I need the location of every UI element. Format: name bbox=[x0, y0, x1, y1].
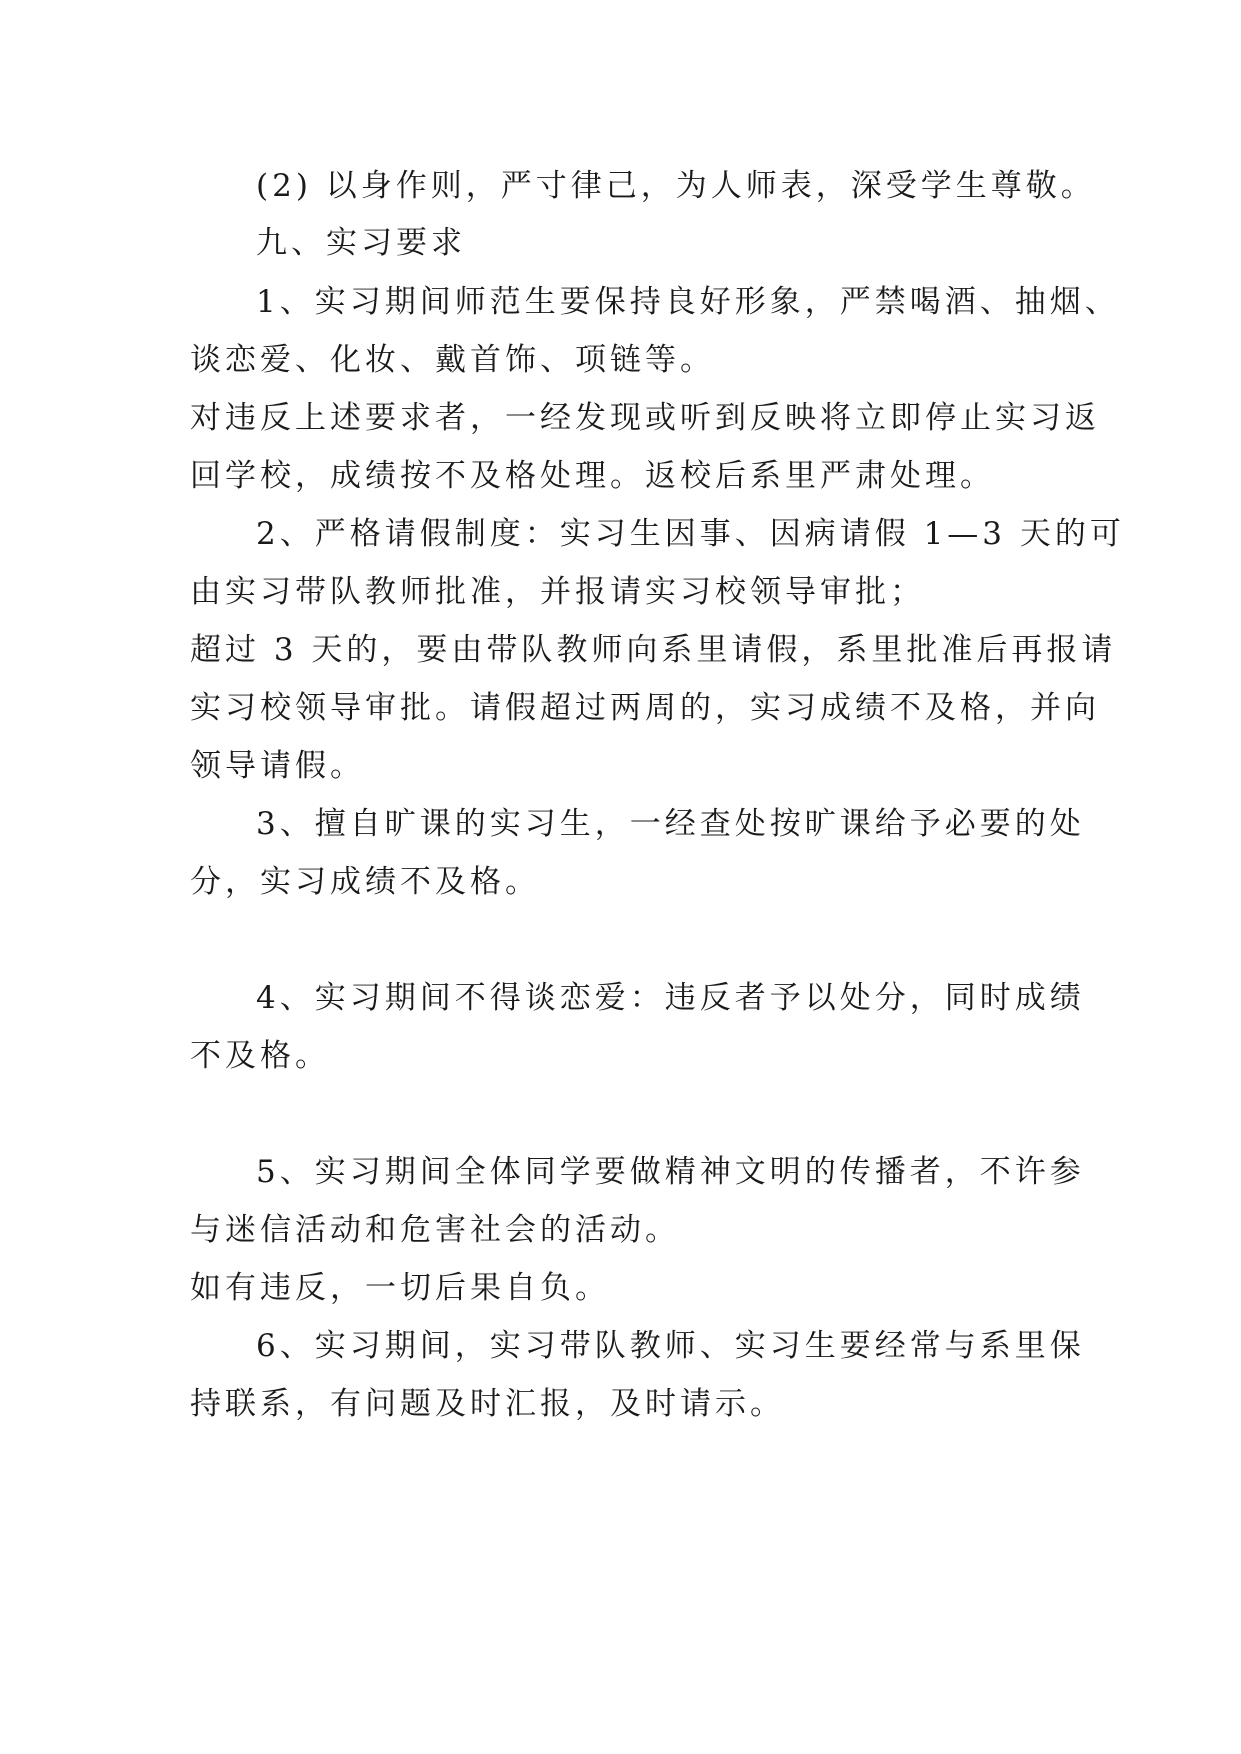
text-line: 2、严格请假制度：实习生因事、因病请假 1—3 天的可 bbox=[256, 516, 1125, 552]
text-line: 3、擅自旷课的实习生，一经查处按旷课给予必要的处 bbox=[256, 806, 1085, 842]
text-line: 持联系，有问题及时汇报，及时请示。 bbox=[190, 1386, 785, 1422]
text-line: 实习校领导审批。请假超过两周的，实习成绩不及格，并向 bbox=[190, 690, 1100, 726]
text-line: 由实习带队教师批准，并报请实习校领导审批； bbox=[190, 574, 925, 610]
text-line: 领导请假。 bbox=[190, 748, 365, 784]
text-line: 回学校，成绩按不及格处理。返校后系里严肃处理。 bbox=[190, 458, 995, 494]
text-line: 6、实习期间，实习带队教师、实习生要经常与系里保 bbox=[256, 1328, 1085, 1364]
text-line: 分，实习成绩不及格。 bbox=[190, 864, 540, 900]
text-line: 对违反上述要求者，一经发现或听到反映将立即停止实习返 bbox=[190, 400, 1100, 436]
text-line: 谈恋爱、化妆、戴首饰、项链等。 bbox=[190, 342, 715, 378]
text-line: 1、实习期间师范生要保持良好形象，严禁喝酒、抽烟、 bbox=[256, 284, 1120, 320]
text-line: 如有违反，一切后果自负。 bbox=[190, 1270, 610, 1306]
text-line: (2) 以身作则，严寸律己，为人师表，深受学生尊敬。 bbox=[256, 168, 1096, 204]
text-line: 5、实习期间全体同学要做精神文明的传播者，不许参 bbox=[256, 1154, 1085, 1190]
section-heading: 九、实习要求 bbox=[256, 225, 466, 261]
text-line: 与迷信活动和危害社会的活动。 bbox=[190, 1212, 680, 1248]
text-line: 不及格。 bbox=[190, 1038, 330, 1074]
text-line: 4、实习期间不得谈恋爱：违反者予以处分，同时成绩 bbox=[256, 980, 1085, 1016]
text-line: 超过 3 天的，要由带队教师向系里请假，系里批准后再报请 bbox=[190, 632, 1117, 668]
